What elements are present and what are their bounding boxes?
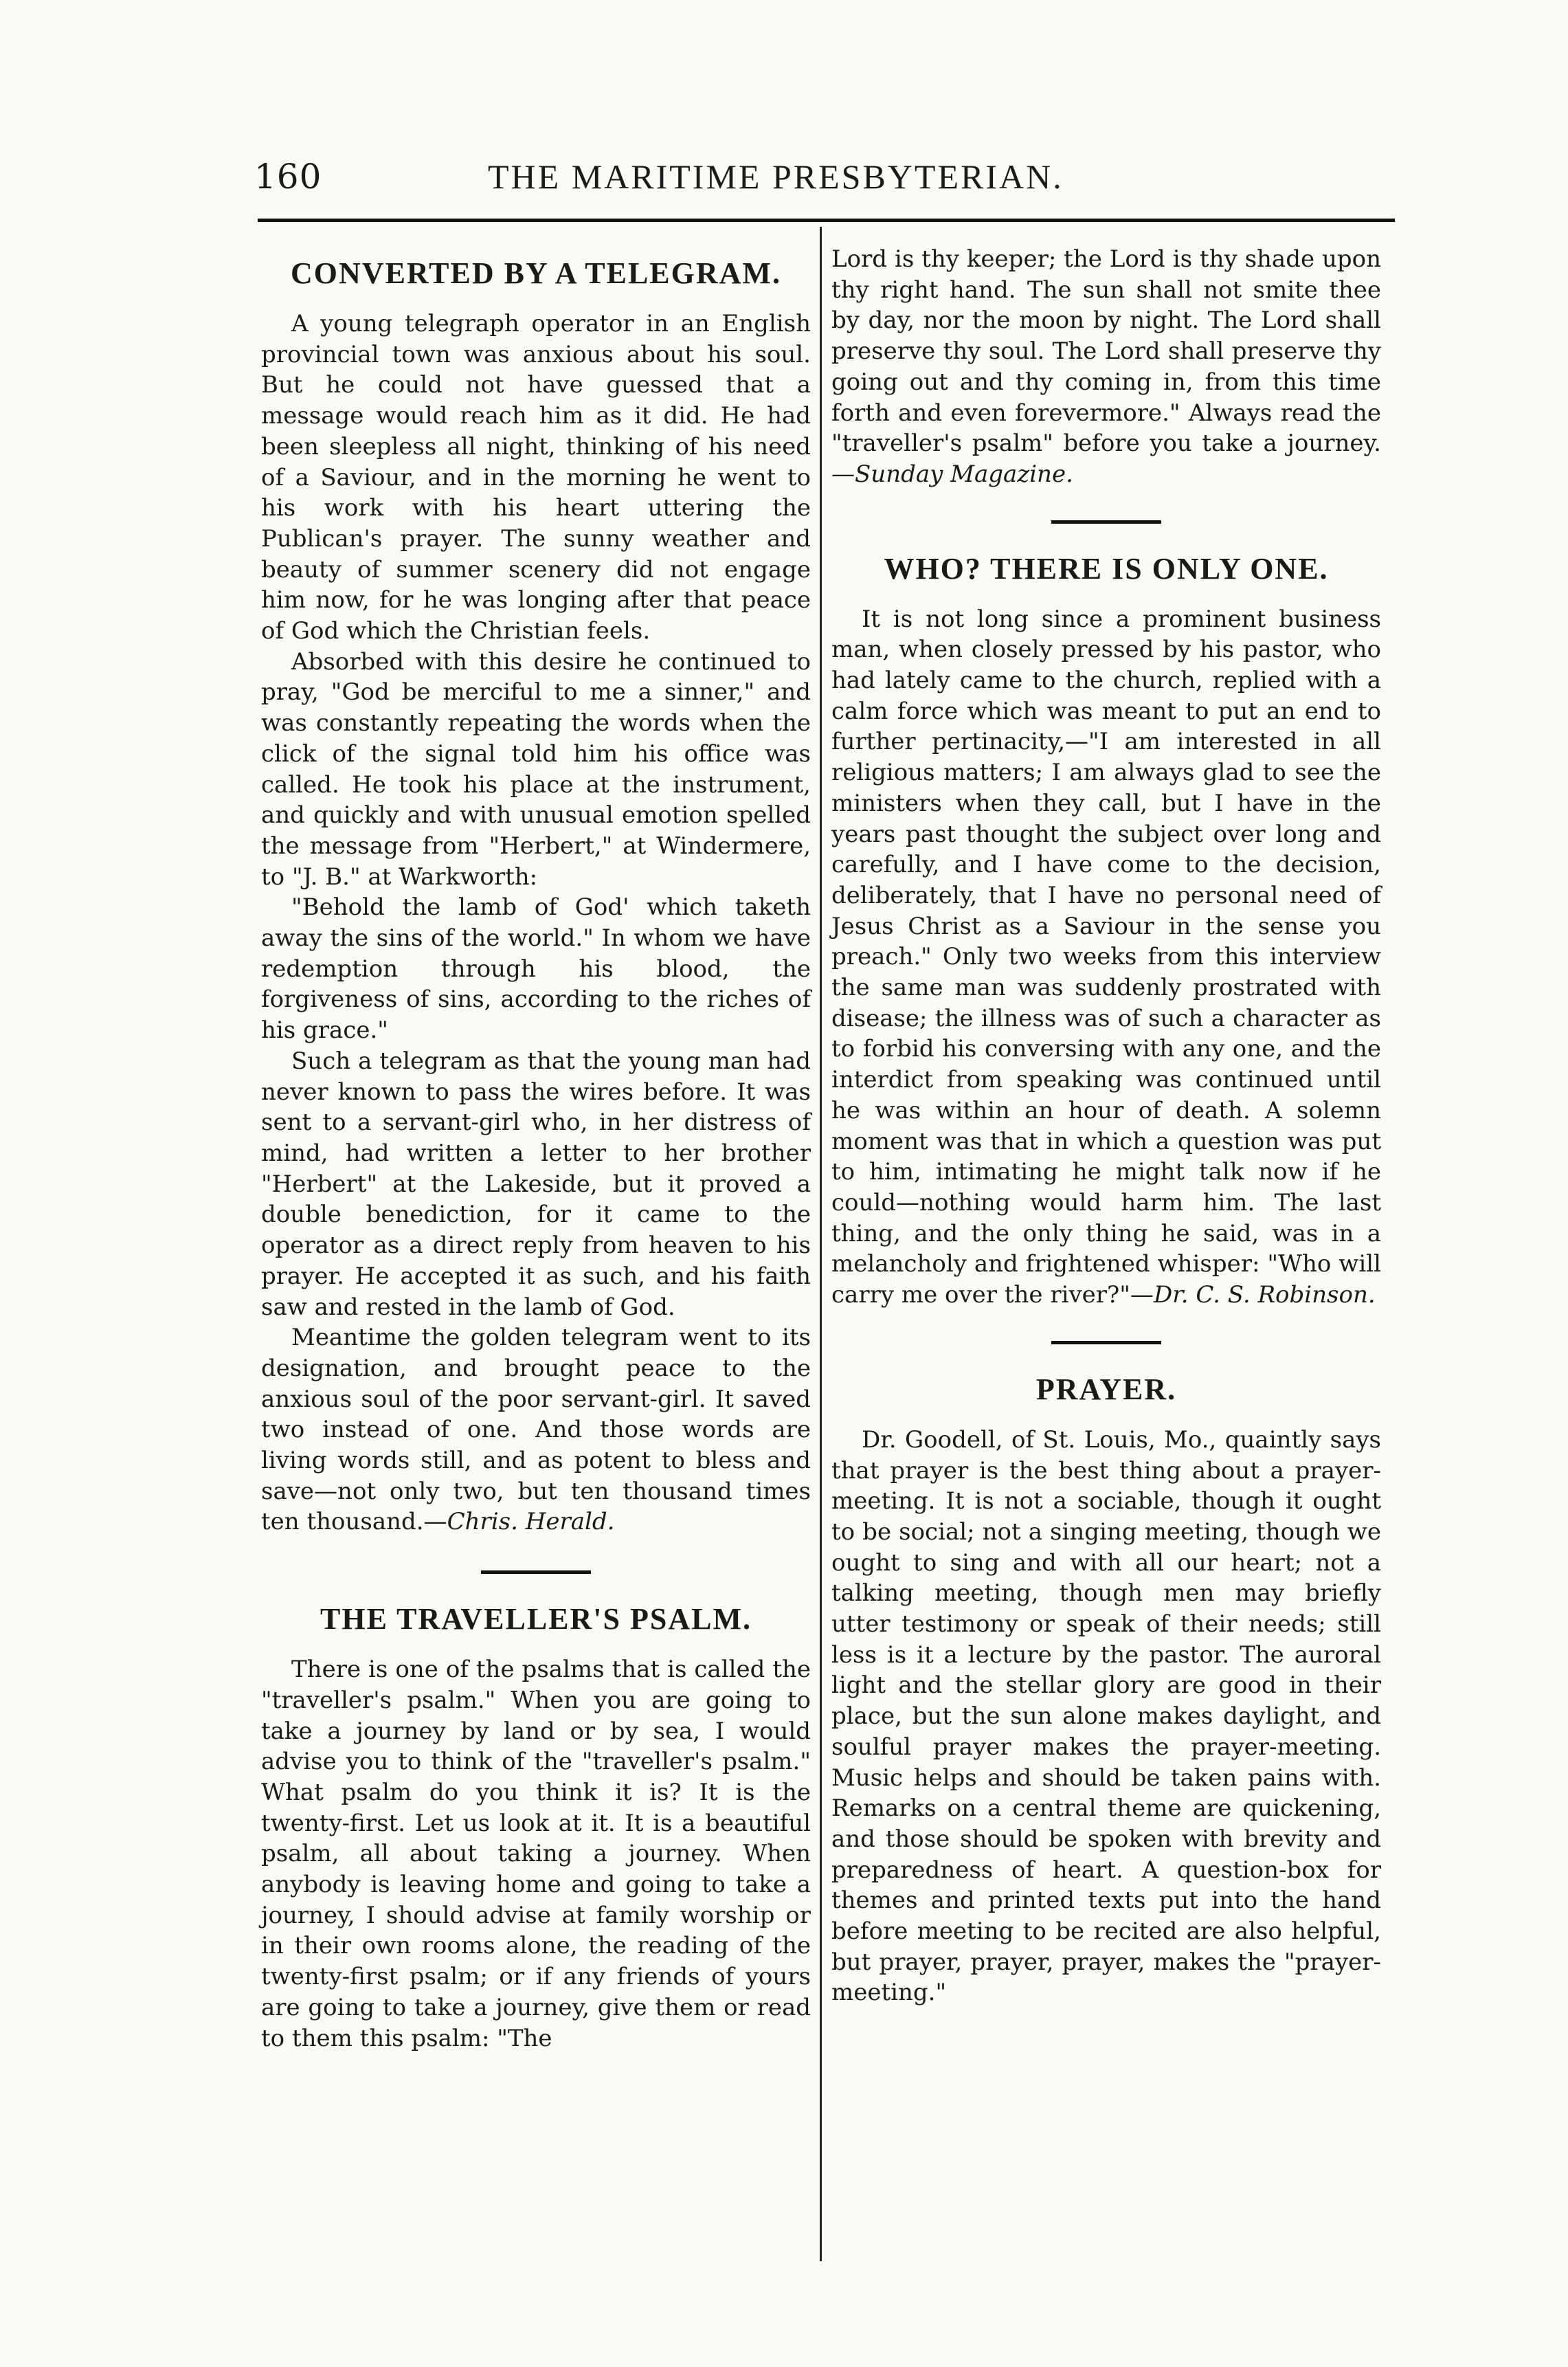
column-divider [820, 227, 822, 2261]
telegram-source: Chris. Herald. [447, 1508, 615, 1536]
who-source: Dr. C. S. Robinson. [1153, 1281, 1376, 1309]
telegram-paragraph-5-text: Meantime the golden telegram went to its designation, and brought peace to the anxious soul of the poor servant-girl. It saved two instead of one. And those words are living words still, and as potent to bless and save—not only two, but ten thousand times ten thousand.— [261, 1324, 811, 1536]
left-column [261, 247, 811, 2054]
telegram-paragraph-4: Such a telegram as that the young man had never known to pass the wires before. It was sent to a servant-girl who, in her distress of mind, had written a letter to her brother "Herbert" at the Lakeside, but it proved a double benediction, for it came to the operator as a direct reply from heaven to his prayer. He accepted it as such, and his faith saw and rested in the lamb of God. [261, 1047, 811, 1321]
prayer-paragraph-1: Dr. Goodell, of St. Louis, Mo., quaintly says that prayer is the best thing about a prayer-meeting. It is not a sociable, though it ought to be social; not a singing meeting, though we ought to sing and with all our heart; not a talking meeting, though men may briefly utter testimony or speak of their needs; still less is it a lecture by the pastor. The auroral light and the stellar glory are good in their place, but the sun alone makes daylight, and soulful prayer makes the prayer-meeting. Music helps and should be taken pains with. Remarks on a central theme are quickening, and those should be spoken with brevity and preparedness of heart. A question-box for themes and printed texts put into the hand before meeting to be recited are also helpful, but prayer, prayer, prayer, makes the "prayer-meeting." [831, 1425, 1381, 2007]
right-column [831, 244, 1381, 2008]
traveller-source: Sunday Magazine. [855, 460, 1073, 488]
article-title-telegram: CONVERTED BY A TELEGRAM. [291, 256, 781, 290]
section-rule [1051, 520, 1161, 524]
telegram-paragraph-1: A young telegraph operator in an English provincial town was anxious about his soul. But he could not have guessed that a message would reach him as it did. He had been sleepless all night, thinking of his need of a Saviour, and in the morning he went to his work with his heart uttering the Publican's prayer. The sunny weather and beauty of summer scenery did not engage him now, for he was longing after that peace of God which the Christian feels. [261, 310, 811, 645]
telegram-paragraph-3: "Behold the lamb of God' which taketh away the sins of the world." In whom we have redemption through his blood, the forgiveness of sins, according to the riches of his grace." [261, 893, 811, 1045]
article-title-prayer: PRAYER. [1035, 1372, 1177, 1406]
header-rule [258, 219, 1395, 222]
page-header [254, 157, 1422, 212]
section-rule [1051, 1341, 1161, 1344]
page-number: 160 [254, 157, 322, 197]
section-rule [481, 1570, 591, 1574]
article-title-who: WHO? THERE IS ONLY ONE. [884, 551, 1329, 586]
telegram-paragraph-5 [261, 1322, 811, 1537]
traveller-paragraph-1: There is one of the psalms that is called the "traveller's psalm." When you are going to take a journey by land or by sea, I would advise you to think of the "traveller's psalm." What psalm do you think it is? It is the twenty-first. Let us look at it. It is a beautiful psalm, all about taking a journey. When anybody is leaving home and going to take a journey, I should advise at family worship or in their own rooms alone, the reading of the twenty-first psalm; or if any friends of yours are going to take a journey, give them or read to them this psalm: "The [261, 1656, 811, 2052]
traveller-paragraph-2 [831, 244, 1381, 490]
traveller-paragraph-2-text: Lord is thy keeper; the Lord is thy shade upon thy right hand. The sun shall not smite thee by day, nor the moon by night. The Lord shall preserve thy soul. The Lord shall preserve thy going out and thy coming in, from this time forth and even forevermore." Always read the "traveller's psalm" before you take a journey.— [831, 245, 1381, 488]
who-paragraph-1 [831, 604, 1381, 1311]
article-title-traveller: THE TRAVELLER'S PSALM. [320, 1602, 752, 1636]
telegram-paragraph-2: Absorbed with this desire he continued to pray, "God be merciful to me a sinner," and was constantly repeating the words when the click of the signal told him his office was called. He took his place at the instrument, and quickly and with unusual emotion spelled the message from "Herbert," at Windermere, to "J. B." at Warkworth: [261, 647, 811, 891]
who-paragraph-1-text: It is not long since a prominent business man, when closely pressed by his pastor, who had lately came to the church, replied with a calm force which was meant to put an end to further pertinacity,—"I am interested in all religious matters; I am always glad to see the ministers when they call, but I have in the years past thought the subject over long and carefully, and I have come to the decision, deliberately, that I have no personal need of Jesus Christ as a Saviour in the sense you preach." Only two weeks from this interview the same man was suddenly prostrated with disease; the illness was of such a character as to forbid his conversing with any one, and the interdict from speaking was continued until he was within an hour of death. A solemn moment was that in which a question was put to him, intimating he might talk now if he could—nothing would harm him. The last thing, and the only thing he said, was in a melancholy and frightened whisper: "Who will carry me over the river?"— [831, 605, 1381, 1309]
running-title: THE MARITIME PRESBYTERIAN. [488, 157, 1064, 196]
